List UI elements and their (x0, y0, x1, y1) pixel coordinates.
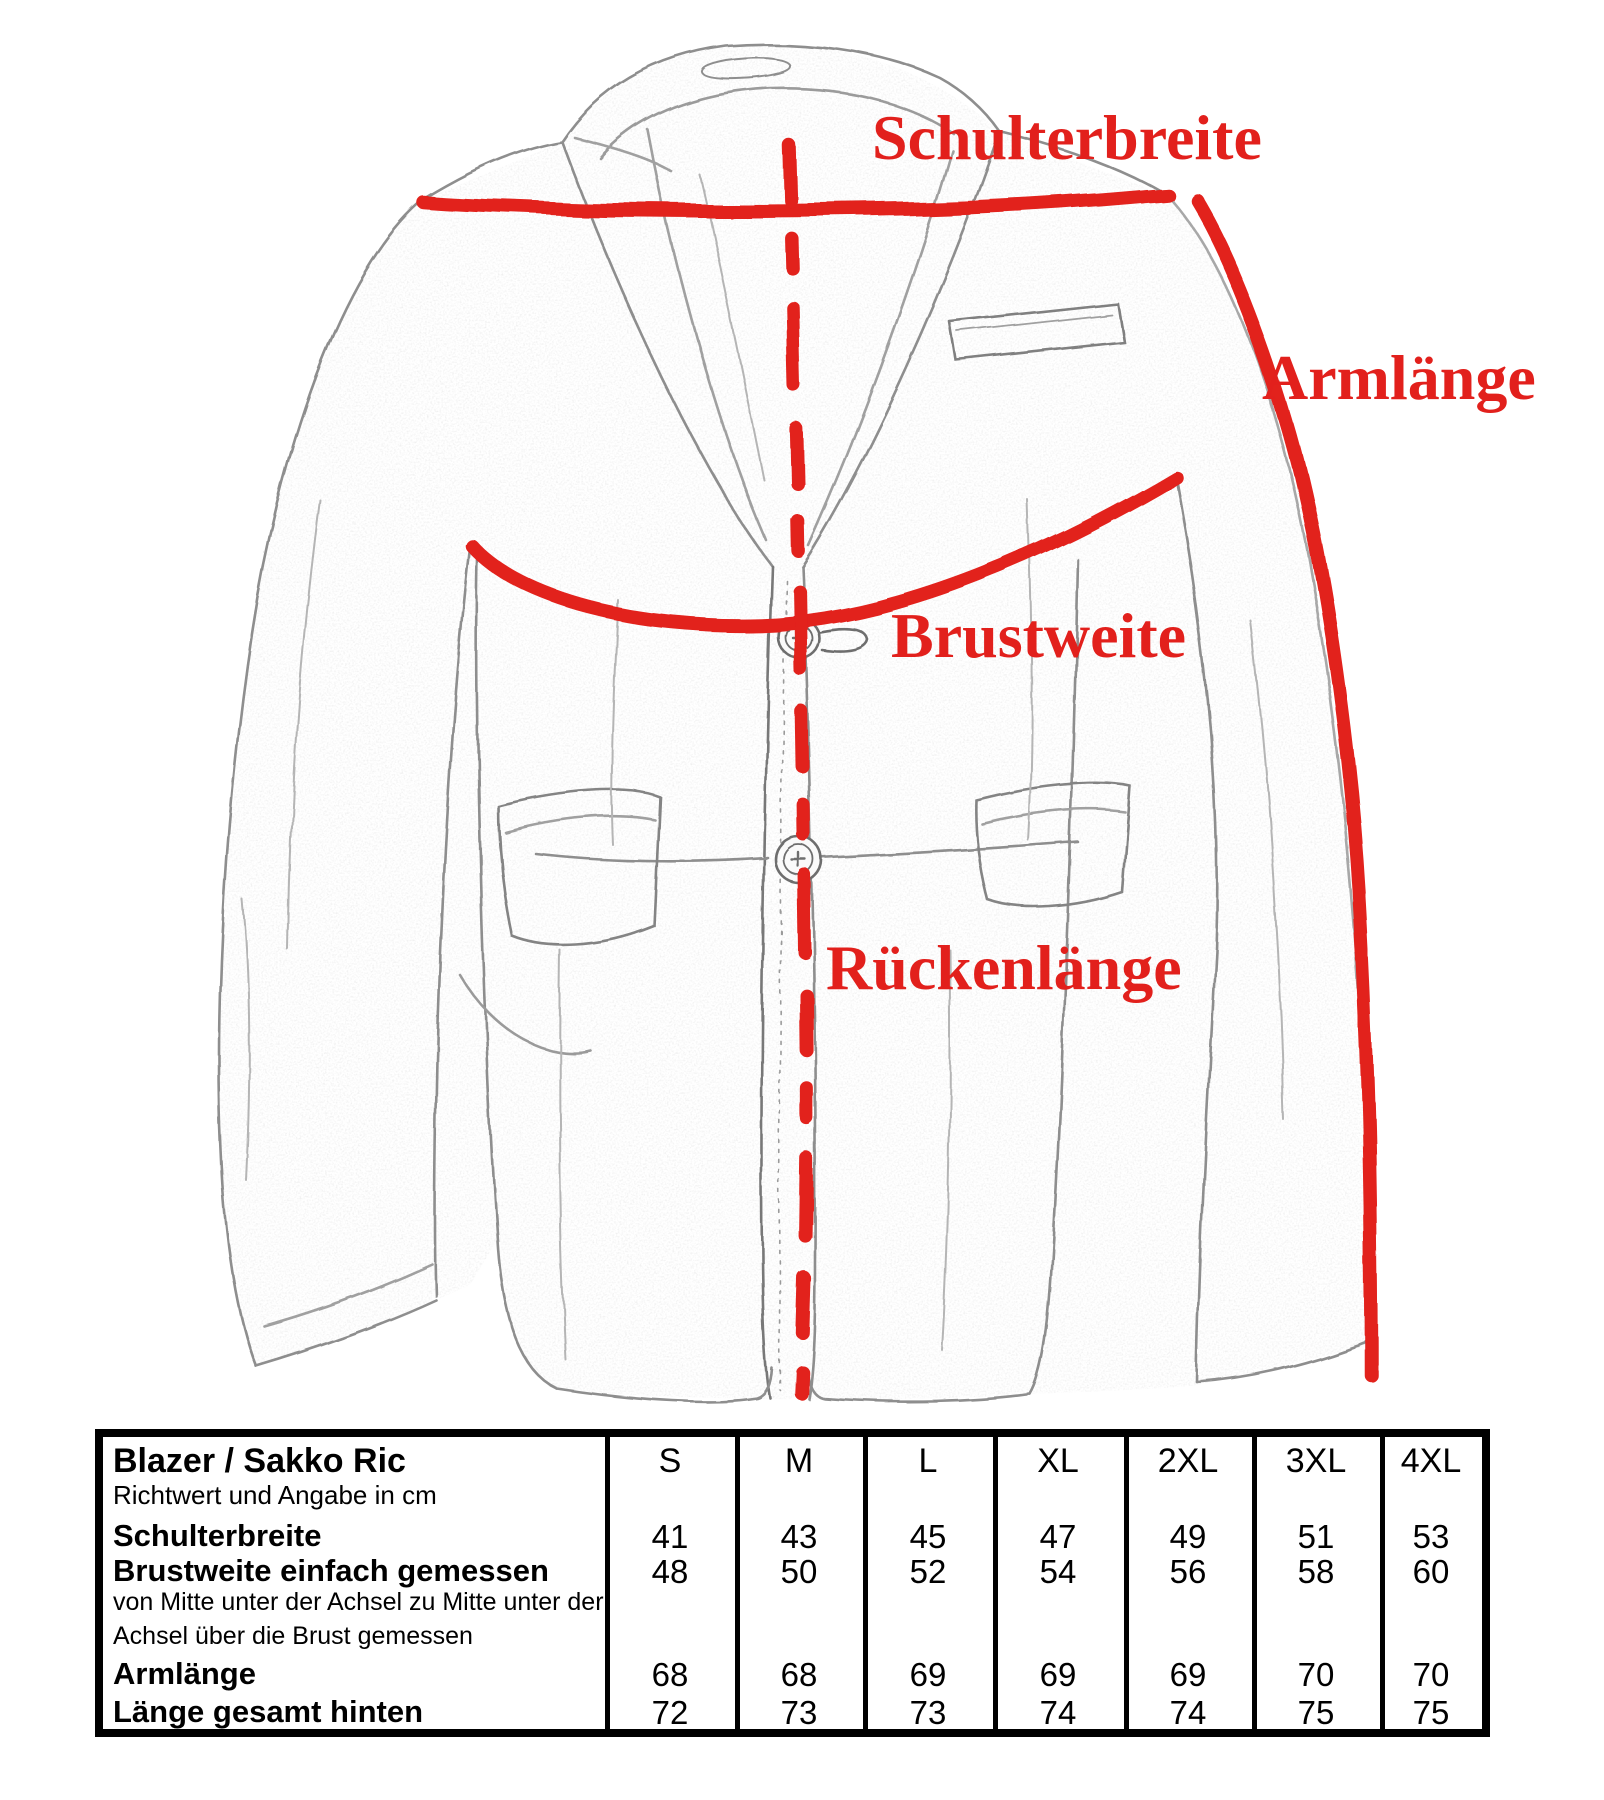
row-value: 69 (1169, 1656, 1207, 1693)
table-title: Blazer / Sakko Ric (113, 1442, 406, 1480)
row-value: 43 (780, 1518, 818, 1555)
size-col-header: L (918, 1442, 938, 1480)
row-value: 75 (1412, 1694, 1450, 1731)
table-row (103, 1553, 1482, 1593)
table-header-row (103, 1442, 1482, 1482)
row-value: 52 (909, 1553, 947, 1590)
row-value: 50 (780, 1553, 818, 1590)
size-col-header: 2XL (1157, 1442, 1219, 1480)
jacket-shading (100, 20, 1400, 1420)
table-row (103, 1656, 1482, 1696)
row-value: 68 (780, 1656, 818, 1693)
label-arm-length: Armlänge (1262, 342, 1536, 413)
row-value: 45 (909, 1518, 947, 1555)
row-note: Achsel über die Brust gemessen (113, 1622, 473, 1650)
row-value: 75 (1297, 1694, 1335, 1731)
row-value: 60 (1412, 1553, 1450, 1590)
row-value: 69 (1039, 1656, 1077, 1693)
row-label: Länge gesamt hinten (113, 1694, 424, 1729)
size-col-header: M (784, 1442, 814, 1480)
row-value: 53 (1412, 1518, 1450, 1555)
table-subtitle: Richtwert und Angabe in cm (113, 1480, 437, 1510)
label-back-length: Rückenlänge (826, 932, 1182, 1003)
size-col-header: S (658, 1442, 682, 1480)
label-chest-width: Brustweite (891, 600, 1187, 671)
size-col-header: XL (1037, 1442, 1079, 1480)
size-table (95, 1429, 1490, 1737)
row-value: 51 (1297, 1518, 1335, 1555)
row-value: 73 (909, 1694, 947, 1731)
size-col-header: 4XL (1400, 1442, 1462, 1480)
row-value: 48 (651, 1553, 689, 1590)
table-row (103, 1518, 1482, 1558)
row-value: 74 (1169, 1694, 1207, 1731)
row-value: 49 (1169, 1518, 1207, 1555)
row-value: 70 (1412, 1656, 1450, 1693)
row-label: Brustweite einfach gemessen (113, 1553, 549, 1588)
row-value: 70 (1297, 1656, 1335, 1693)
row-value: 41 (651, 1518, 689, 1555)
row-value: 68 (651, 1656, 689, 1693)
row-value: 73 (780, 1694, 818, 1731)
row-label: Schulterbreite (113, 1518, 322, 1553)
row-value: 74 (1039, 1694, 1077, 1731)
row-value: 58 (1297, 1553, 1335, 1590)
table-row (103, 1694, 1482, 1734)
row-note: von Mitte unter der Achsel zu Mitte unter der (113, 1588, 604, 1616)
size-col-header: 3XL (1285, 1442, 1347, 1480)
row-label: Armlänge (113, 1656, 256, 1691)
row-value: 54 (1039, 1553, 1077, 1590)
row-value: 72 (651, 1694, 689, 1731)
label-shoulder-width: Schulterbreite (872, 102, 1262, 173)
row-value: 47 (1039, 1518, 1077, 1555)
row-value: 56 (1169, 1553, 1207, 1590)
row-value: 69 (909, 1656, 947, 1693)
table-subtitle-row (103, 1480, 1482, 1520)
